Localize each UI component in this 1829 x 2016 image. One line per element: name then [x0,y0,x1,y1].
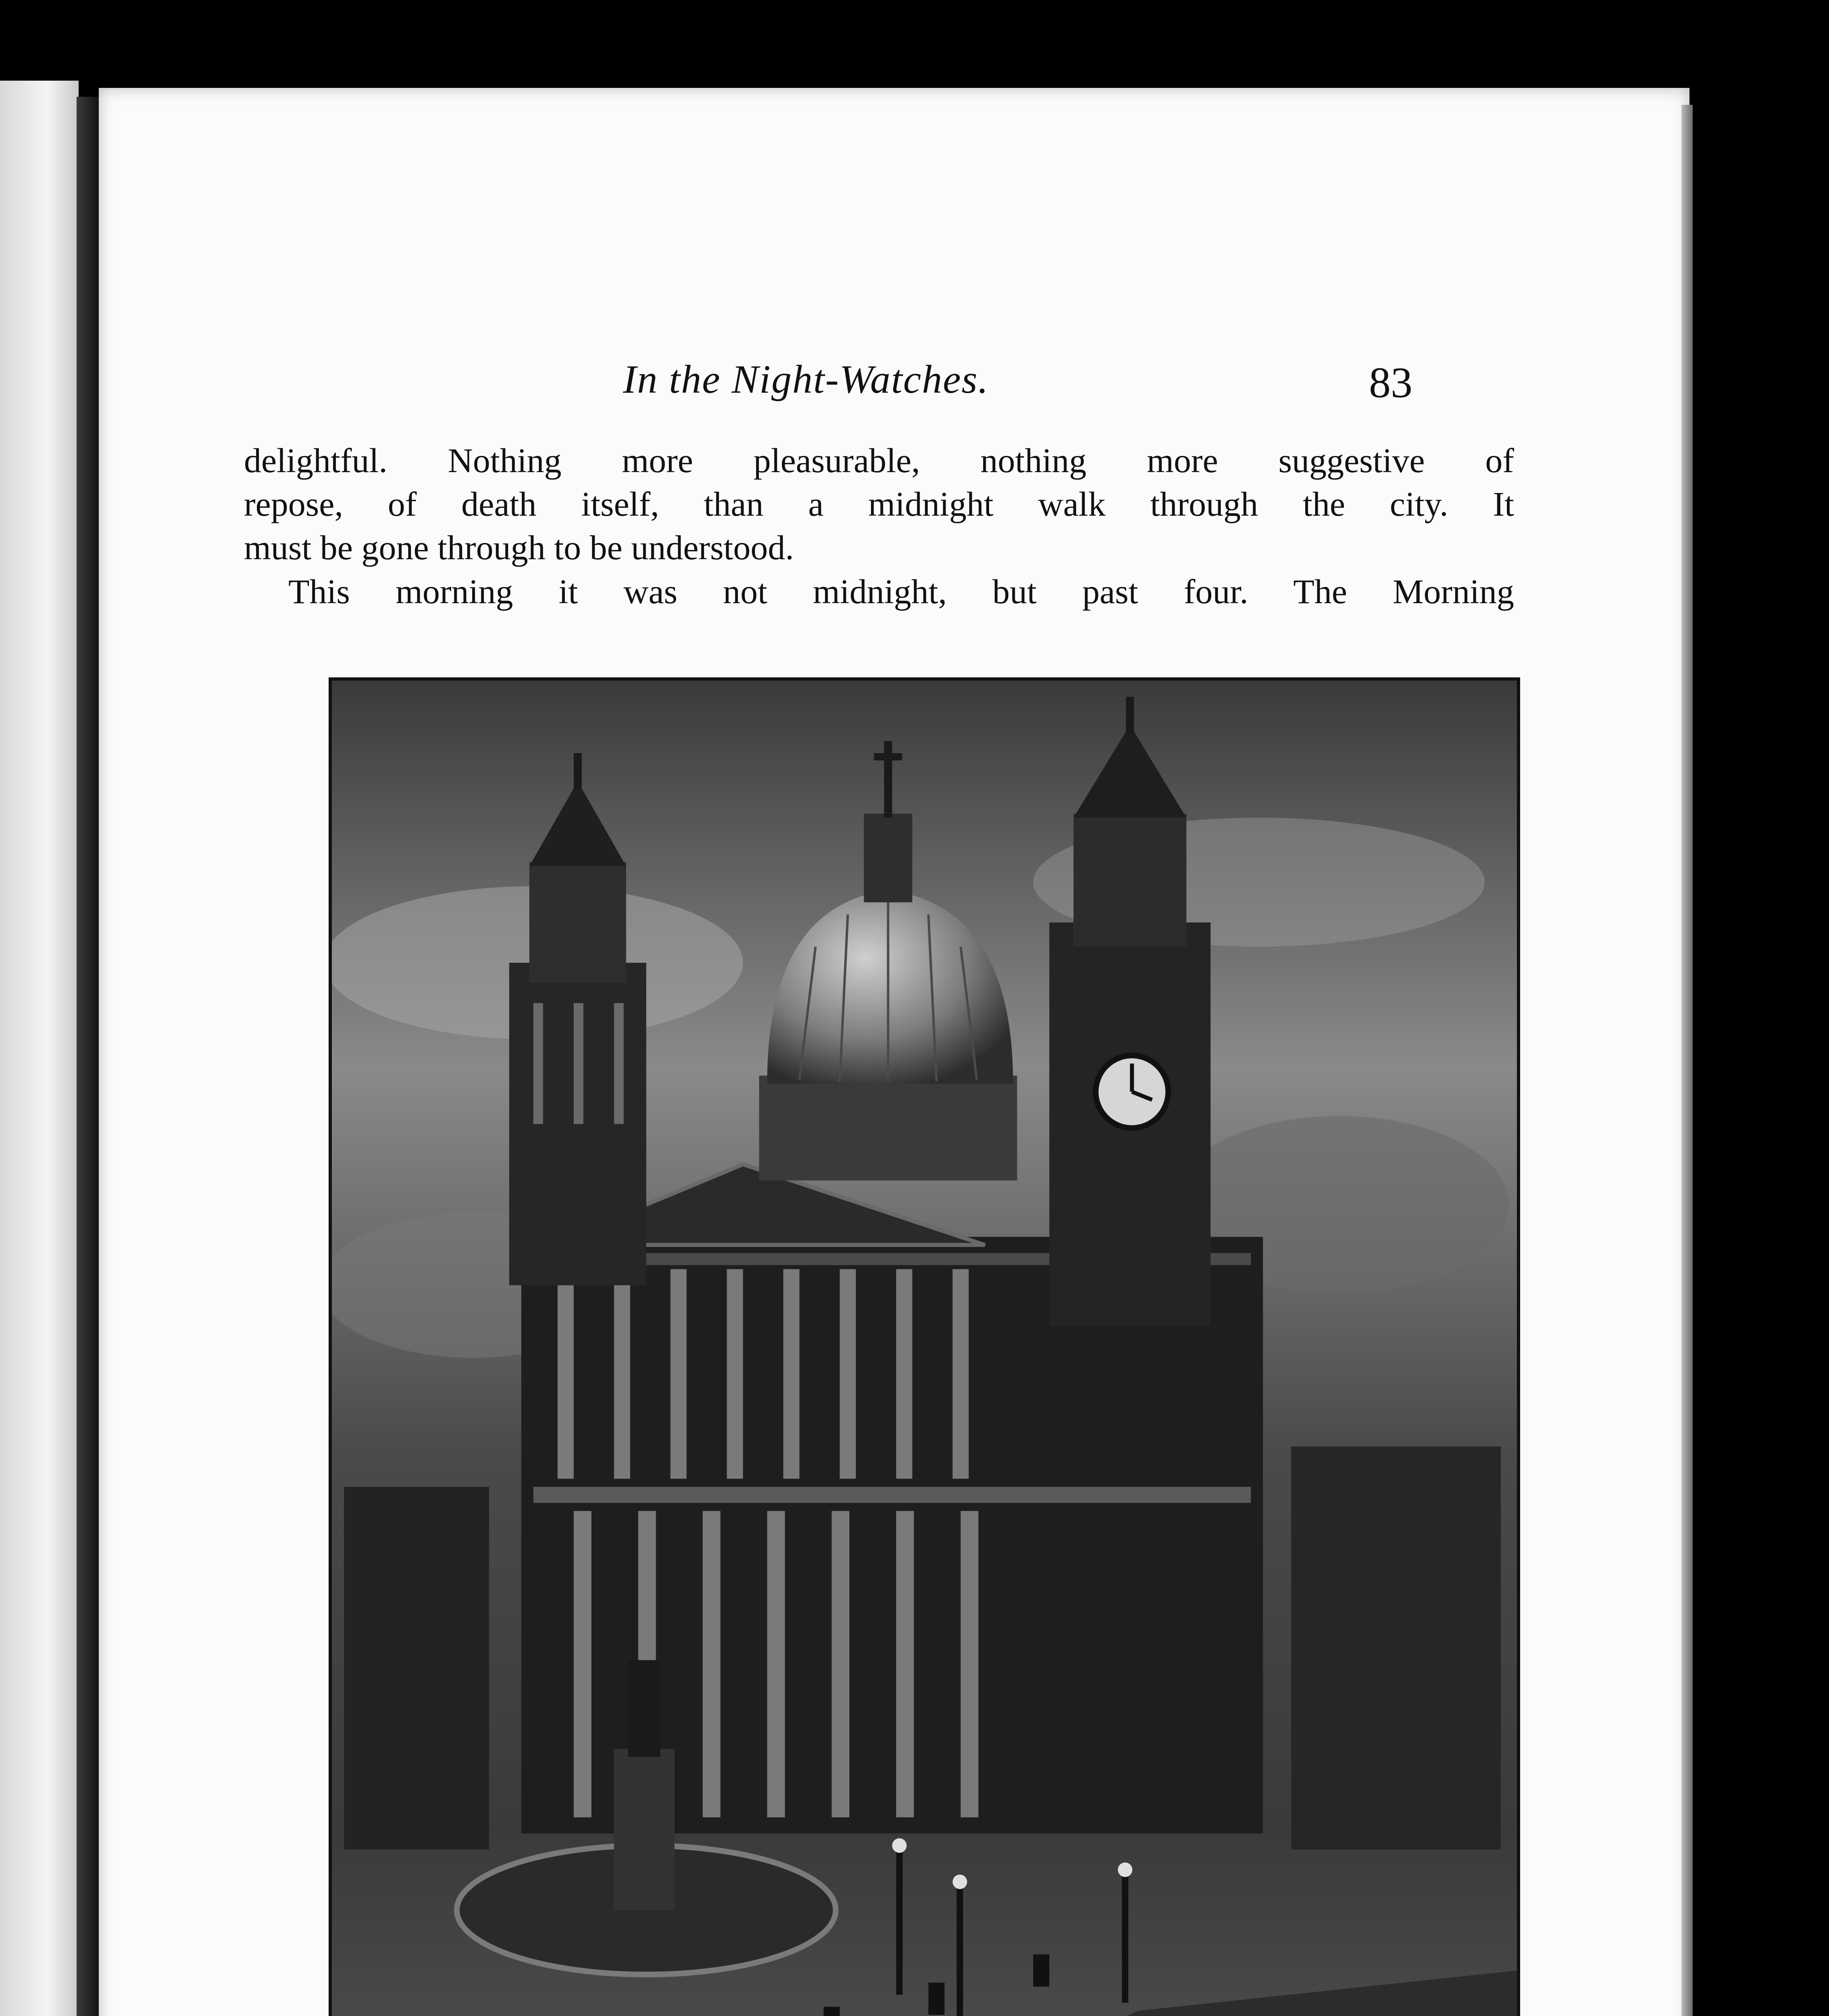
cathedral-engraving [332,681,1517,2016]
text-line: This morning it was not midnight, but past four. The Morning [288,572,1514,611]
running-head [99,356,1689,408]
book-spine [77,97,101,2016]
paragraph-2 [244,570,1514,613]
paragraph-1 [244,439,1514,569]
running-title: In the Night-Watches. [623,357,989,402]
page-edge [1681,105,1693,2016]
text-line: repose, of death itself, than a midnight walk through the city. It [244,485,1514,523]
text-line: must be gone through to be understood. [244,528,794,567]
text-line: delightful. Nothing more pleasurable, nothing more suggestive of [244,441,1514,480]
page-number: 83 [1369,359,1412,407]
book-page [99,88,1689,2016]
cathedral-illustration [329,677,1520,2016]
left-page-edge [0,81,79,2016]
